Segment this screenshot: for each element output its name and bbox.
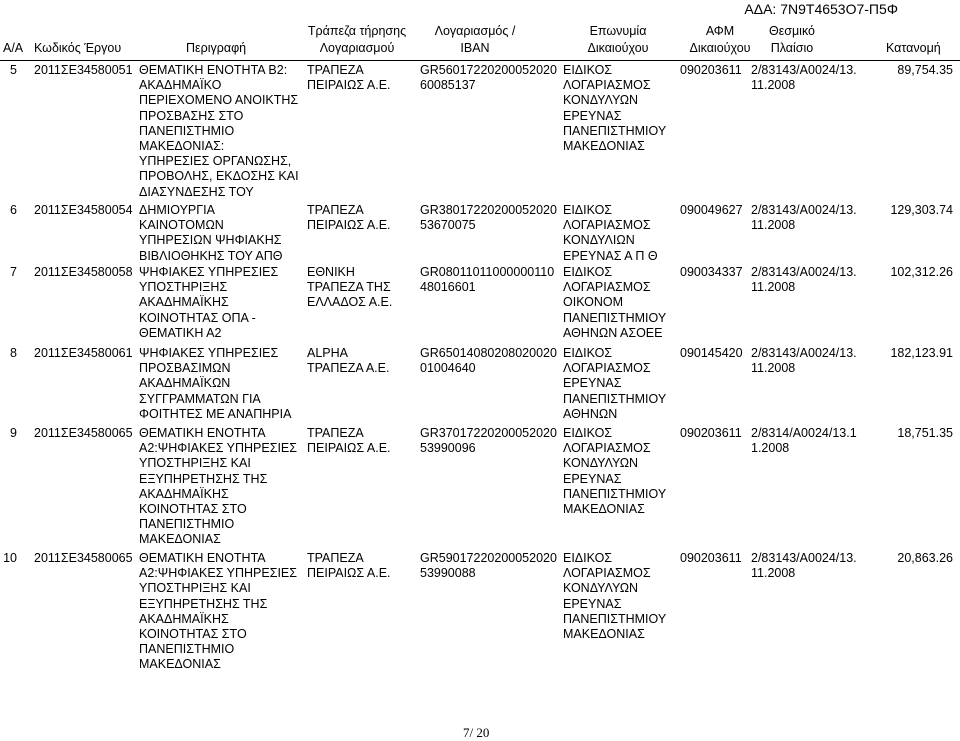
cell-description: ΨΗΦΙΑΚΕΣ ΥΠΗΡΕΣΙΕΣ ΠΡΟΣΒΑΣΙΜΩΝ ΑΚΑΔΗΜΑΪΚΩΝ ΣΥΓΓΡΑΜΜΑΤΩΝ ΓΙΑ ΦΟΙΤΗΤΕΣ ΜΕ ΑΝΑΠΗΡΙΑ xyxy=(139,346,292,421)
cell-project-code: 2011ΣΕ34580054 xyxy=(34,203,133,217)
header-allocation: Κατανομή xyxy=(886,41,941,55)
cell-beneficiary-name: ΕΙΔΙΚΟΣ ΛΟΓΑΡΙΑΣΜΟΣ ΚΟΝΔΥΛΙΩΝ ΕΡΕΥΝΑΣ Α Π Θ xyxy=(563,203,658,263)
cell-allocation: 18,751.35 xyxy=(897,426,953,440)
cell-description: ΘΕΜΑΤΙΚΗ ΕΝΟΤΗΤΑ Β2: ΑΚΑΔΗΜΑΪΚΟ ΠΕΡΙΕΧΟΜΕΝΟ ΑΝΟΙΚΤΗΣ ΠΡΟΣΒΑΣΗΣ ΣΤΟ ΠΑΝΕΠΙΣΤΗΜΙΟ ΜΑΚΕΔΟΝΙΑΣ: ΥΠΗΡΕΣΙΕΣ ΟΡΓΑΝΩΣΗΣ, ΠΡΟΒΟΛΗΣ, ΕΚΔΟΣΗΣ ΚΑΙ ΔΙΑΣΥΝΔΕΣΗΣ ΤΟΥ xyxy=(139,63,299,199)
header-project-code: Κωδικός Έργου xyxy=(34,41,122,55)
cell-allocation: 102,312.26 xyxy=(890,265,953,279)
cell-beneficiary-name: ΕΙΔΙΚΟΣ ΛΟΓΑΡΙΑΣΜΟΣ ΚΟΝΔΥΛΥΩΝ ΕΡΕΥΝΑΣ ΠΑΝΕΠΙΣΤΗΜΙΟΥ ΜΑΚΕΔΟΝΙΑΣ xyxy=(563,63,667,154)
cell-bank: ΤΡΑΠΕΖΑ ΠΕΙΡΑΙΩΣ Α.Ε. xyxy=(307,426,391,456)
header-divider xyxy=(0,60,960,61)
cell-legal-frame: 2/83143/Α0024/13. 11.2008 xyxy=(751,265,857,295)
cell-afm: 090203611 xyxy=(680,63,742,77)
cell-bank: ΤΡΑΠΕΖΑ ΠΕΙΡΑΙΩΣ Α.Ε. xyxy=(307,551,391,581)
cell-aa: 8 xyxy=(10,346,17,360)
header-legal-frame: Θεσμικό Πλαίσιο xyxy=(768,24,816,55)
cell-aa: 7 xyxy=(10,265,17,279)
header-description: Περιγραφή xyxy=(186,41,247,55)
cell-afm: 090203611 xyxy=(680,551,742,565)
cell-bank: ALPHA ΤΡΑΠΕΖΑ Α.Ε. xyxy=(307,346,390,376)
cell-iban: GR38017220200052020 53670075 xyxy=(420,203,557,233)
cell-project-code: 2011ΣΕ34580065 xyxy=(34,426,133,440)
cell-legal-frame: 2/83143/Α0024/13. 11.2008 xyxy=(751,346,857,376)
cell-allocation: 89,754.35 xyxy=(897,63,953,77)
cell-legal-frame: 2/83143/Α0024/13. 11.2008 xyxy=(751,63,857,93)
cell-allocation: 182,123.91 xyxy=(890,346,953,360)
cell-afm: 090049627 xyxy=(680,203,743,217)
cell-bank: ΕΘΝΙΚΗ ΤΡΑΠΕΖΑ ΤΗΣ ΕΛΛΑΔΟΣ Α.Ε. xyxy=(307,265,393,310)
ada-code: ΑΔΑ: 7Ν9Τ4653Ο7-Π5Φ xyxy=(744,1,898,17)
cell-iban: GR65014080208020020 01004640 xyxy=(420,346,557,376)
cell-description: ΔΗΜΙΟΥΡΓΙΑ ΚΑΙΝΟΤΟΜΩΝ ΥΠΗΡΕΣΙΩΝ ΨΗΦΙΑΚΗΣ ΒΙΒΛΙΟΘΗΚΗΣ ΤΟΥ ΑΠΘ xyxy=(139,203,283,263)
cell-aa: 6 xyxy=(10,203,17,217)
cell-iban: GR59017220200052020 53990088 xyxy=(420,551,557,581)
cell-iban: GR56017220200052020 60085137 xyxy=(420,63,557,93)
cell-project-code: 2011ΣΕ34580065 xyxy=(34,551,133,565)
cell-beneficiary-name: ΕΙΔΙΚΟΣ ΛΟΓΑΡΙΑΣΜΟΣ ΚΟΝΔΥΛΥΩΝ ΕΡΕΥΝΑΣ ΠΑΝΕΠΙΣΤΗΜΙΟΥ ΜΑΚΕΔΟΝΙΑΣ xyxy=(563,551,667,642)
cell-legal-frame: 2/83143/Α0024/13. 11.2008 xyxy=(751,551,857,581)
cell-aa: 9 xyxy=(10,426,17,440)
cell-afm: 090145420 xyxy=(680,346,743,360)
cell-iban: GR08011011000000110 48016601 xyxy=(420,265,555,295)
cell-legal-frame: 2/8314/Α0024/13.1 1.2008 xyxy=(751,426,857,456)
header-beneficiary-name: Επωνυμία Δικαιούχου xyxy=(587,24,649,55)
header-iban: Λογαριασμός / IBAN xyxy=(434,24,516,55)
cell-legal-frame: 2/83143/Α0024/13. 11.2008 xyxy=(751,203,857,233)
cell-beneficiary-name: ΕΙΔΙΚΟΣ ΛΟΓΑΡΙΑΣΜΟΣ ΚΟΝΔΥΛΥΩΝ ΕΡΕΥΝΑΣ ΠΑΝΕΠΙΣΤΗΜΙΟΥ ΜΑΚΕΔΟΝΙΑΣ xyxy=(563,426,667,517)
cell-aa: 5 xyxy=(10,63,17,77)
cell-description: ΨΗΦΙΑΚΕΣ ΥΠΗΡΕΣΙΕΣ ΥΠΟΣΤΗΡΙΞΗΣ ΑΚΑΔΗΜΑΪΚΗΣ ΚΟΙΝΟΤΗΤΑΣ ΟΠΑ - ΘΕΜΑΤΙΚΗ Α2 xyxy=(139,265,279,340)
cell-aa: 10 xyxy=(3,551,17,565)
cell-project-code: 2011ΣΕ34580061 xyxy=(34,346,133,360)
cell-project-code: 2011ΣΕ34580058 xyxy=(34,265,133,279)
cell-beneficiary-name: ΕΙΔΙΚΟΣ ΛΟΓΑΡΙΑΣΜΟΣ ΕΡΕΥΝΑΣ ΠΑΝΕΠΙΣΤΗΜΙΟΥ ΑΘΗΝΩΝ xyxy=(563,346,667,421)
cell-description: ΘΕΜΑΤΙΚΗ ΕΝΟΤΗΤΑ Α2:ΨΗΦΙΑΚΕΣ ΥΠΗΡΕΣΙΕΣ ΥΠΟΣΤΗΡΙΞΗΣ ΚΑΙ ΕΞΥΠΗΡΕΤΗΣΗΣ ΤΗΣ ΑΚΑΔΗΜΑΪΚΗΣ ΚΟΙΝΟΤΗΤΑΣ ΣΤΟ ΠΑΝΕΠΙΣΤΗΜΙΟ ΜΑΚΕΔΟΝΙΑΣ xyxy=(139,551,297,672)
cell-afm: 090203611 xyxy=(680,426,742,440)
cell-bank: ΤΡΑΠΕΖΑ ΠΕΙΡΑΙΩΣ Α.Ε. xyxy=(307,203,391,233)
cell-project-code: 2011ΣΕ34580051 xyxy=(34,63,133,77)
cell-beneficiary-name: ΕΙΔΙΚΟΣ ΛΟΓΑΡΙΑΣΜΟΣ ΟΙΚΟΝΟΜ ΠΑΝΕΠΙΣΤΗΜΙΟΥ ΑΘΗΝΩΝ ΑΣΟΕΕ xyxy=(563,265,667,340)
cell-description: ΘΕΜΑΤΙΚΗ ΕΝΟΤΗΤΑ Α2:ΨΗΦΙΑΚΕΣ ΥΠΗΡΕΣΙΕΣ ΥΠΟΣΤΗΡΙΞΗΣ ΚΑΙ ΕΞΥΠΗΡΕΤΗΣΗΣ ΤΗΣ ΑΚΑΔΗΜΑΪΚΗΣ ΚΟΙΝΟΤΗΤΑΣ ΣΤΟ ΠΑΝΕΠΙΣΤΗΜΙΟ ΜΑΚΕΔΟΝΙΑΣ xyxy=(139,426,297,547)
cell-allocation: 20,863.26 xyxy=(897,551,953,565)
cell-allocation: 129,303.74 xyxy=(890,203,953,217)
header-afm: ΑΦΜ Δικαιούχου xyxy=(689,24,751,55)
cell-iban: GR37017220200052020 53990096 xyxy=(420,426,557,456)
page-number: 7/ 20 xyxy=(463,725,490,740)
header-aa: Α/Α xyxy=(3,41,24,55)
header-bank: Τράπεζα τήρησης Λογαριασμού xyxy=(307,24,407,55)
cell-bank: ΤΡΑΠΕΖΑ ΠΕΙΡΑΙΩΣ Α.Ε. xyxy=(307,63,391,93)
cell-afm: 090034337 xyxy=(680,265,743,279)
